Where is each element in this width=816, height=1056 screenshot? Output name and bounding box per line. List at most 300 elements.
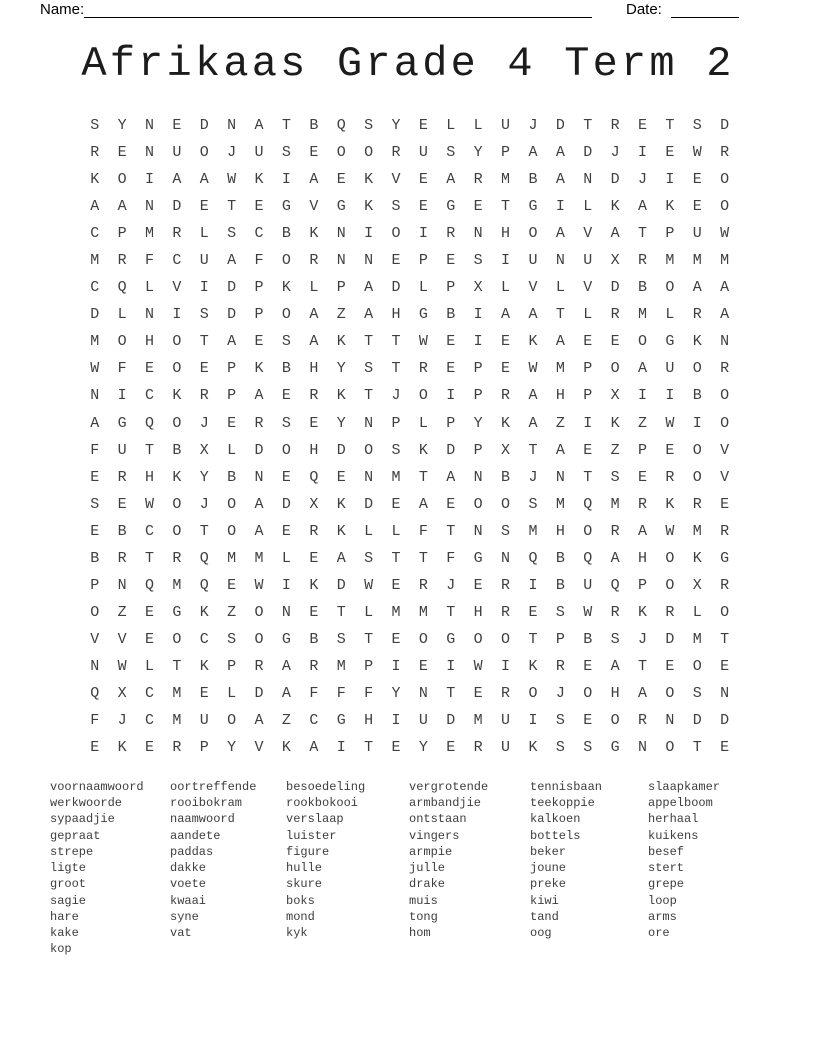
- grid-letter: N: [117, 576, 127, 594]
- grid-letter: Y: [227, 739, 237, 757]
- grid-letter: N: [583, 171, 593, 189]
- grid-letter: J: [638, 171, 648, 189]
- word-list-item: werkwoorde: [50, 796, 123, 811]
- grid-letter: P: [90, 576, 100, 594]
- grid-letter: L: [281, 549, 291, 567]
- grid-letter: E: [638, 468, 648, 486]
- word-list-item: hom: [409, 926, 431, 941]
- word-list-item: naamwoord: [170, 812, 235, 827]
- grid-letter: R: [610, 306, 620, 324]
- grid-letter: M: [692, 630, 702, 648]
- word-list-item: oortreffende: [170, 780, 257, 794]
- grid-letter: T: [199, 333, 209, 351]
- grid-letter: M: [720, 252, 730, 270]
- grid-letter: B: [117, 522, 127, 540]
- grid-letter: R: [473, 739, 483, 757]
- grid-letter: A: [692, 279, 702, 297]
- grid-letter: R: [117, 549, 127, 567]
- grid-row: [81, 355, 738, 382]
- grid-letter: F: [117, 360, 127, 378]
- grid-letter: A: [254, 522, 264, 540]
- grid-letter: T: [418, 468, 428, 486]
- grid-letter: E: [391, 495, 401, 513]
- grid-letter: E: [418, 117, 428, 134]
- grid-letter: R: [610, 603, 620, 621]
- grid-letter: T: [391, 333, 401, 351]
- grid-letter: Q: [144, 414, 154, 432]
- grid-letter: R: [720, 522, 730, 540]
- grid-letter: D: [336, 441, 346, 459]
- grid-letter: H: [473, 603, 483, 621]
- grid-letter: E: [446, 495, 456, 513]
- grid-letter: T: [227, 198, 237, 216]
- grid-letter: V: [309, 198, 319, 216]
- word-list-item: julle: [409, 861, 446, 876]
- grid-letter: S: [555, 712, 565, 730]
- grid-letter: D: [254, 441, 264, 459]
- grid-letter: K: [254, 360, 264, 378]
- grid-letter: L: [583, 198, 593, 216]
- grid-letter: R: [172, 739, 182, 757]
- grid-letter: O: [227, 522, 237, 540]
- grid-letter: E: [90, 522, 100, 540]
- grid-letter: C: [90, 279, 100, 297]
- grid-letter: S: [528, 495, 538, 513]
- grid-letter: T: [391, 360, 401, 378]
- grid-letter: P: [254, 279, 264, 297]
- grid-letter: G: [336, 198, 346, 216]
- grid-letter: I: [501, 252, 511, 270]
- grid-letter: C: [172, 252, 182, 270]
- grid-letter: A: [720, 306, 730, 324]
- grid-letter: E: [336, 468, 346, 486]
- grid-letter: G: [172, 603, 182, 621]
- grid-letter: V: [583, 225, 593, 243]
- grid-letter: O: [227, 495, 237, 513]
- grid-letter: W: [528, 360, 538, 378]
- grid-letter: E: [418, 171, 428, 189]
- word-list-item: syne: [170, 909, 199, 924]
- word-list-item: appelboom: [648, 796, 713, 811]
- grid-letter: T: [720, 630, 730, 648]
- grid-letter: Y: [391, 684, 401, 702]
- grid-letter: Y: [473, 144, 483, 162]
- grid-letter: D: [446, 441, 456, 459]
- grid-letter: S: [391, 441, 401, 459]
- grid-letter: C: [309, 712, 319, 730]
- grid-letter: A: [638, 522, 648, 540]
- grid-letter: A: [555, 144, 565, 162]
- grid-letter: H: [144, 333, 154, 351]
- grid-letter: G: [473, 549, 483, 567]
- grid-letter: E: [501, 333, 511, 351]
- grid-letter: A: [309, 333, 319, 351]
- grid-letter: A: [172, 171, 182, 189]
- grid-letter: O: [172, 360, 182, 378]
- grid-letter: X: [309, 495, 319, 513]
- grid-letter: M: [90, 252, 100, 270]
- grid-letter: R: [501, 684, 511, 702]
- grid-letter: O: [610, 360, 620, 378]
- grid-letter: U: [418, 144, 428, 162]
- word-list-column: [648, 779, 768, 958]
- word-list-item: loop: [648, 893, 677, 908]
- grid-letter: E: [309, 603, 319, 621]
- grid-letter: I: [336, 739, 346, 757]
- grid-letter: T: [144, 441, 154, 459]
- grid-letter: K: [281, 739, 291, 757]
- grid-letter: W: [364, 576, 374, 594]
- grid-letter: J: [555, 684, 565, 702]
- grid-letter: K: [254, 171, 264, 189]
- grid-letter: G: [281, 198, 291, 216]
- grid-letter: O: [117, 333, 127, 351]
- grid-letter: U: [692, 225, 702, 243]
- grid-letter: A: [364, 306, 374, 324]
- grid-letter: S: [610, 630, 620, 648]
- grid-letter: R: [501, 603, 511, 621]
- word-list-column: [170, 779, 286, 958]
- grid-letter: I: [281, 171, 291, 189]
- grid-letter: I: [501, 657, 511, 675]
- grid-letter: C: [144, 387, 154, 405]
- grid-letter: A: [528, 414, 538, 432]
- date-blank-line: [671, 0, 739, 18]
- grid-letter: V: [720, 441, 730, 459]
- grid-letter: D: [610, 279, 620, 297]
- grid-letter: E: [418, 198, 428, 216]
- grid-letter: A: [610, 225, 620, 243]
- word-list-item: stert: [648, 861, 685, 876]
- name-label: Name:: [40, 1, 85, 18]
- grid-letter: W: [473, 657, 483, 675]
- grid-letter: S: [555, 603, 565, 621]
- grid-letter: A: [501, 306, 511, 324]
- grid-letter: Z: [638, 414, 648, 432]
- grid-letter: S: [555, 739, 565, 757]
- word-list-item: kake: [50, 926, 79, 941]
- grid-letter: R: [117, 468, 127, 486]
- grid-letter: E: [281, 468, 291, 486]
- grid-letter: S: [199, 306, 209, 324]
- grid-letter: U: [172, 144, 182, 162]
- grid-letter: Q: [336, 117, 346, 134]
- grid-letter: H: [501, 225, 511, 243]
- grid-letter: K: [336, 333, 346, 351]
- grid-letter: A: [720, 279, 730, 297]
- grid-letter: L: [309, 279, 319, 297]
- grid-letter: X: [117, 684, 127, 702]
- grid-letter: L: [227, 684, 237, 702]
- grid-letter: G: [281, 630, 291, 648]
- grid-letter: M: [555, 495, 565, 513]
- word-list-item: besef: [648, 844, 685, 859]
- grid-letter: L: [418, 279, 428, 297]
- grid-letter: L: [583, 306, 593, 324]
- word-list-item: ore: [648, 926, 670, 941]
- grid-letter: O: [501, 495, 511, 513]
- grid-letter: E: [720, 657, 730, 675]
- grid-letter: O: [117, 171, 127, 189]
- grid-letter: A: [281, 657, 291, 675]
- grid-letter: G: [528, 198, 538, 216]
- name-blank-line: [84, 0, 592, 18]
- word-list-item: hulle: [286, 861, 323, 876]
- grid-letter: Q: [309, 468, 319, 486]
- grid-letter: D: [364, 495, 374, 513]
- grid-letter: M: [172, 576, 182, 594]
- word-list-item: aandete: [170, 828, 221, 843]
- grid-letter: R: [254, 657, 264, 675]
- grid-row: [81, 301, 738, 328]
- grid-letter: P: [473, 387, 483, 405]
- grid-letter: R: [638, 252, 648, 270]
- grid-letter: Q: [583, 549, 593, 567]
- grid-letter: T: [364, 739, 374, 757]
- grid-letter: A: [254, 712, 264, 730]
- grid-letter: K: [528, 657, 538, 675]
- grid-letter: F: [364, 684, 374, 702]
- grid-letter: W: [418, 333, 428, 351]
- grid-letter: W: [583, 603, 593, 621]
- grid-letter: O: [418, 387, 428, 405]
- grid-letter: U: [199, 712, 209, 730]
- grid-letter: N: [364, 414, 374, 432]
- grid-letter: U: [583, 576, 593, 594]
- grid-letter: J: [117, 712, 127, 730]
- word-list-column: [530, 779, 648, 958]
- word-list-item: voornaamwoord: [50, 780, 144, 794]
- grid-letter: O: [720, 414, 730, 432]
- grid-letter: B: [638, 279, 648, 297]
- grid-letter: E: [144, 360, 154, 378]
- grid-letter: N: [144, 144, 154, 162]
- grid-letter: M: [692, 252, 702, 270]
- grid-row: [81, 707, 738, 734]
- word-list-item: boks: [286, 893, 315, 908]
- grid-letter: E: [692, 171, 702, 189]
- word-list-item: verslaap: [286, 812, 344, 827]
- grid-letter: O: [720, 171, 730, 189]
- grid-letter: A: [555, 333, 565, 351]
- grid-letter: P: [117, 225, 127, 243]
- grid-letter: Q: [90, 684, 100, 702]
- word-list-column: [409, 779, 530, 958]
- grid-letter: R: [172, 549, 182, 567]
- grid-letter: E: [391, 630, 401, 648]
- grid-letter: E: [199, 360, 209, 378]
- grid-letter: S: [90, 117, 100, 134]
- grid-letter: N: [665, 712, 675, 730]
- grid-letter: R: [692, 495, 702, 513]
- grid-letter: H: [555, 522, 565, 540]
- grid-letter: E: [391, 739, 401, 757]
- grid-letter: R: [172, 225, 182, 243]
- grid-row: [81, 220, 738, 247]
- grid-letter: S: [364, 360, 374, 378]
- word-list-item: kwaai: [170, 893, 207, 908]
- word-list-item: bottels: [530, 828, 581, 843]
- word-list-item: vingers: [409, 828, 460, 843]
- grid-letter: Q: [199, 576, 209, 594]
- grid-letter: E: [720, 739, 730, 757]
- grid-letter: L: [692, 603, 702, 621]
- grid-letter: Q: [117, 279, 127, 297]
- grid-letter: S: [227, 630, 237, 648]
- grid-letter: L: [117, 306, 127, 324]
- grid-letter: Z: [227, 603, 237, 621]
- grid-letter: A: [227, 252, 237, 270]
- grid-row: [81, 328, 738, 355]
- grid-letter: W: [692, 144, 702, 162]
- grid-letter: L: [391, 522, 401, 540]
- grid-letter: R: [720, 576, 730, 594]
- grid-letter: R: [638, 495, 648, 513]
- grid-letter: R: [254, 414, 264, 432]
- grid-letter: E: [281, 522, 291, 540]
- grid-letter: F: [90, 441, 100, 459]
- grid-letter: G: [446, 198, 456, 216]
- word-list-item: groot: [50, 877, 87, 892]
- grid-letter: H: [144, 468, 154, 486]
- grid-letter: W: [90, 360, 100, 378]
- grid-letter: E: [144, 739, 154, 757]
- grid-letter: Y: [117, 117, 127, 134]
- grid-letter: A: [227, 333, 237, 351]
- grid-letter: Q: [144, 576, 154, 594]
- grid-letter: T: [446, 684, 456, 702]
- grid-letter: S: [391, 198, 401, 216]
- grid-letter: S: [336, 630, 346, 648]
- grid-letter: Y: [199, 468, 209, 486]
- grid-letter: O: [501, 630, 511, 648]
- grid-letter: O: [281, 252, 291, 270]
- grid-letter: I: [528, 712, 538, 730]
- grid-letter: L: [364, 603, 374, 621]
- grid-letter: M: [172, 712, 182, 730]
- grid-letter: A: [254, 387, 264, 405]
- grid-letter: A: [528, 306, 538, 324]
- grid-letter: B: [172, 441, 182, 459]
- grid-letter: S: [281, 333, 291, 351]
- grid-letter: A: [364, 279, 374, 297]
- grid-letter: R: [309, 522, 319, 540]
- grid-letter: M: [473, 712, 483, 730]
- word-list-item: beker: [530, 844, 567, 859]
- grid-letter: T: [583, 117, 593, 134]
- grid-letter: C: [144, 522, 154, 540]
- grid-letter: X: [610, 387, 620, 405]
- grid-letter: D: [281, 495, 291, 513]
- grid-letter: A: [199, 171, 209, 189]
- word-list-item: drake: [409, 877, 446, 892]
- grid-letter: R: [501, 576, 511, 594]
- grid-letter: P: [391, 414, 401, 432]
- grid-letter: E: [446, 333, 456, 351]
- grid-letter: F: [144, 252, 154, 270]
- grid-letter: K: [610, 198, 620, 216]
- grid-letter: I: [446, 387, 456, 405]
- grid-letter: T: [638, 225, 648, 243]
- grid-letter: S: [364, 117, 374, 134]
- grid-letter: E: [144, 630, 154, 648]
- grid-letter: Z: [610, 441, 620, 459]
- grid-letter: M: [254, 549, 264, 567]
- grid-letter: L: [501, 279, 511, 297]
- grid-letter: R: [309, 252, 319, 270]
- word-list-item: kop: [50, 942, 72, 957]
- grid-letter: E: [336, 171, 346, 189]
- grid-letter: F: [336, 684, 346, 702]
- grid-letter: T: [172, 657, 182, 675]
- grid-letter: U: [199, 252, 209, 270]
- grid-letter: M: [144, 225, 154, 243]
- grid-letter: N: [720, 684, 730, 702]
- word-list-item: vergrotende: [409, 780, 489, 794]
- grid-letter: T: [391, 549, 401, 567]
- grid-letter: O: [473, 630, 483, 648]
- grid-letter: T: [199, 522, 209, 540]
- grid-letter: B: [281, 225, 291, 243]
- grid-letter: E: [446, 739, 456, 757]
- grid-letter: T: [446, 603, 456, 621]
- grid-letter: D: [227, 306, 237, 324]
- grid-letter: C: [144, 684, 154, 702]
- word-list-item: kyk: [286, 926, 308, 941]
- grid-letter: W: [254, 576, 264, 594]
- grid-letter: R: [610, 117, 620, 134]
- grid-letter: U: [528, 252, 538, 270]
- grid-letter: M: [418, 603, 428, 621]
- grid-letter: N: [336, 252, 346, 270]
- grid-letter: B: [528, 171, 538, 189]
- grid-letter: S: [692, 684, 702, 702]
- grid-letter: K: [418, 441, 428, 459]
- word-list-item: rookbokooi: [286, 796, 359, 811]
- word-list-item: vat: [170, 926, 192, 941]
- grid-letter: E: [391, 252, 401, 270]
- grid-letter: J: [199, 414, 209, 432]
- grid-letter: T: [418, 549, 428, 567]
- word-list-item: kiwi: [530, 893, 559, 908]
- grid-letter: D: [199, 117, 209, 134]
- grid-letter: M: [692, 522, 702, 540]
- grid-letter: Y: [418, 739, 428, 757]
- grid-letter: P: [227, 657, 237, 675]
- grid-letter: W: [665, 414, 675, 432]
- grid-letter: F: [309, 684, 319, 702]
- grid-letter: M: [391, 468, 401, 486]
- grid-letter: E: [720, 495, 730, 513]
- grid-letter: U: [254, 144, 264, 162]
- grid-letter: I: [144, 171, 154, 189]
- grid-letter: A: [638, 684, 648, 702]
- word-list-item: skure: [286, 877, 323, 892]
- grid-letter: A: [254, 117, 264, 134]
- grid-letter: N: [501, 549, 511, 567]
- grid-letter: U: [501, 117, 511, 134]
- grid-letter: J: [391, 387, 401, 405]
- grid-row: [81, 247, 738, 274]
- grid-letter: P: [638, 576, 648, 594]
- grid-letter: E: [117, 144, 127, 162]
- grid-letter: O: [720, 198, 730, 216]
- grid-letter: E: [665, 144, 675, 162]
- grid-letter: D: [90, 306, 100, 324]
- grid-letter: Z: [281, 712, 291, 730]
- grid-letter: R: [473, 171, 483, 189]
- grid-row: [81, 626, 738, 653]
